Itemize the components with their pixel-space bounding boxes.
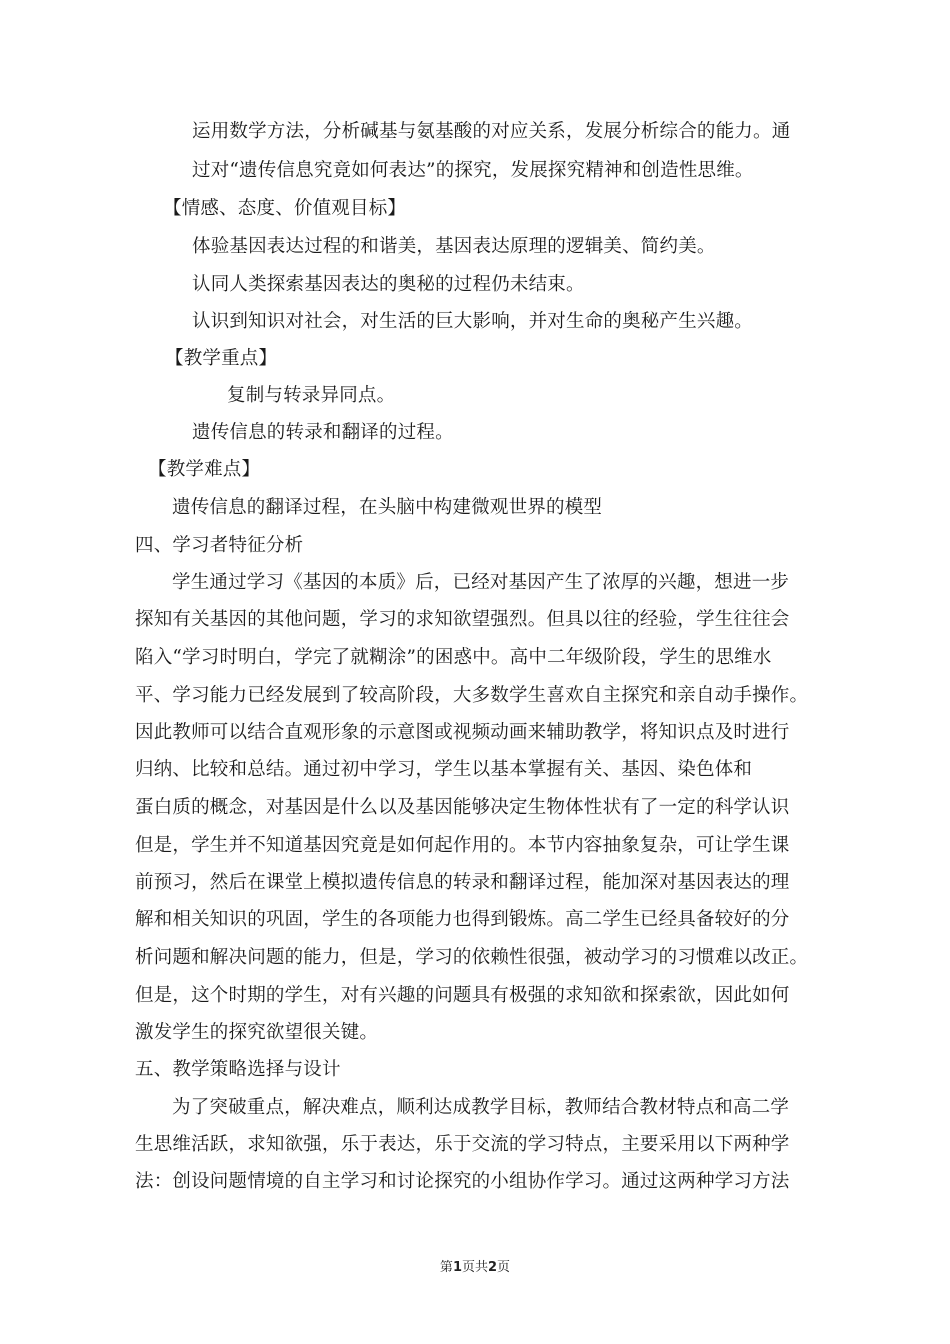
text-line: 但是，学生并不知道基因究竟是如何起作用的。本节内容抽象复杂，可让学生课 [135,835,790,856]
text-line: 析问题和解决问题的能力，但是，学习的依赖性很强，被动学习的习惯难以改正。 [135,947,809,968]
text-line: 因此教师可以结合直观形象的示意图或视频动画来辅助教学，将知识点及时进行 [135,722,790,743]
footer-suffix: 页 [497,1260,511,1275]
text-line: 陷入“学习时明白，学完了就糊涂”的困惑中。高中二年级阶段，学生的思维水 [135,647,772,668]
text-line: 运用数学方法，分析碱基与氨基酸的对应关系，发展分析综合的能力。通 [192,121,791,142]
text-line: 遗传信息的翻译过程，在头脑中构建微观世界的模型 [172,497,603,518]
text-line: 激发学生的探究欲望很关键。 [135,1022,379,1043]
section-heading: 五、教学策略选择与设计 [135,1059,341,1080]
text-line: 认识到知识对社会，对生活的巨大影响，并对生命的奥秘产生兴趣。 [192,311,754,332]
text-line: 为了突破重点，解决难点，顺利达成教学目标，教师结合教材特点和高二学 [172,1097,790,1118]
text-line: 平、学习能力已经发展到了较高阶段，大多数学生喜欢自主探究和亲自动手操作。 [135,685,809,706]
footer-middle: 页共 [461,1260,488,1275]
text-line: 归纳、比较和总结。通过初中学习，学生以基本掌握有关、基因、染色体和 [135,759,753,780]
section-heading: 【情感、态度、价值观目标】 [163,198,407,219]
text-line: 学生通过学习《基因的本质》后，已经对基因产生了浓厚的兴趣，想进一步 [172,572,790,593]
text-line: 认同人类探索基因表达的奥秘的过程仍未结束。 [192,274,585,295]
text-line: 复制与转录异同点。 [227,385,396,406]
text-line: 蛋白质的概念，对基因是什么以及基因能够决定生物体性状有了一定的科学认识 [135,797,790,818]
footer-prefix: 第 [439,1260,453,1275]
text-line: 过对“遗传信息究竟如何表达”的探究，发展探究精神和创造性思维。 [192,160,754,181]
text-line: 体验基因表达过程的和谐美，基因表达原理的逻辑美、简约美。 [192,236,716,257]
section-heading: 【教学难点】 [148,459,261,480]
page-number: 1 [452,1260,462,1275]
section-heading: 【教学重点】 [165,348,278,369]
text-line: 遗传信息的转录和翻译的过程。 [192,422,454,443]
text-line: 探知有关基因的其他问题，学习的求知欲望强烈。但具以往的经验，学生往往会 [135,609,790,630]
text-line: 解和相关知识的巩固，学生的各项能力也得到锻炼。高二学生已经具备较好的分 [135,909,790,930]
text-line: 前预习，然后在课堂上模拟遗传信息的转录和翻译过程，能加深对基因表达的理 [135,872,790,893]
text-line: 法：创设问题情境的自主学习和讨论探究的小组协作学习。通过这两种学习方法 [135,1171,790,1192]
page-total: 2 [488,1260,498,1275]
page-footer [0,1259,950,1277]
text-line: 但是，这个时期的学生，对有兴趣的问题具有极强的求知欲和探索欲，因此如何 [135,985,790,1006]
section-heading: 四、学习者特征分析 [135,535,304,556]
text-line: 生思维活跃，求知欲强，乐于表达，乐于交流的学习特点，主要采用以下两种学 [135,1134,790,1155]
